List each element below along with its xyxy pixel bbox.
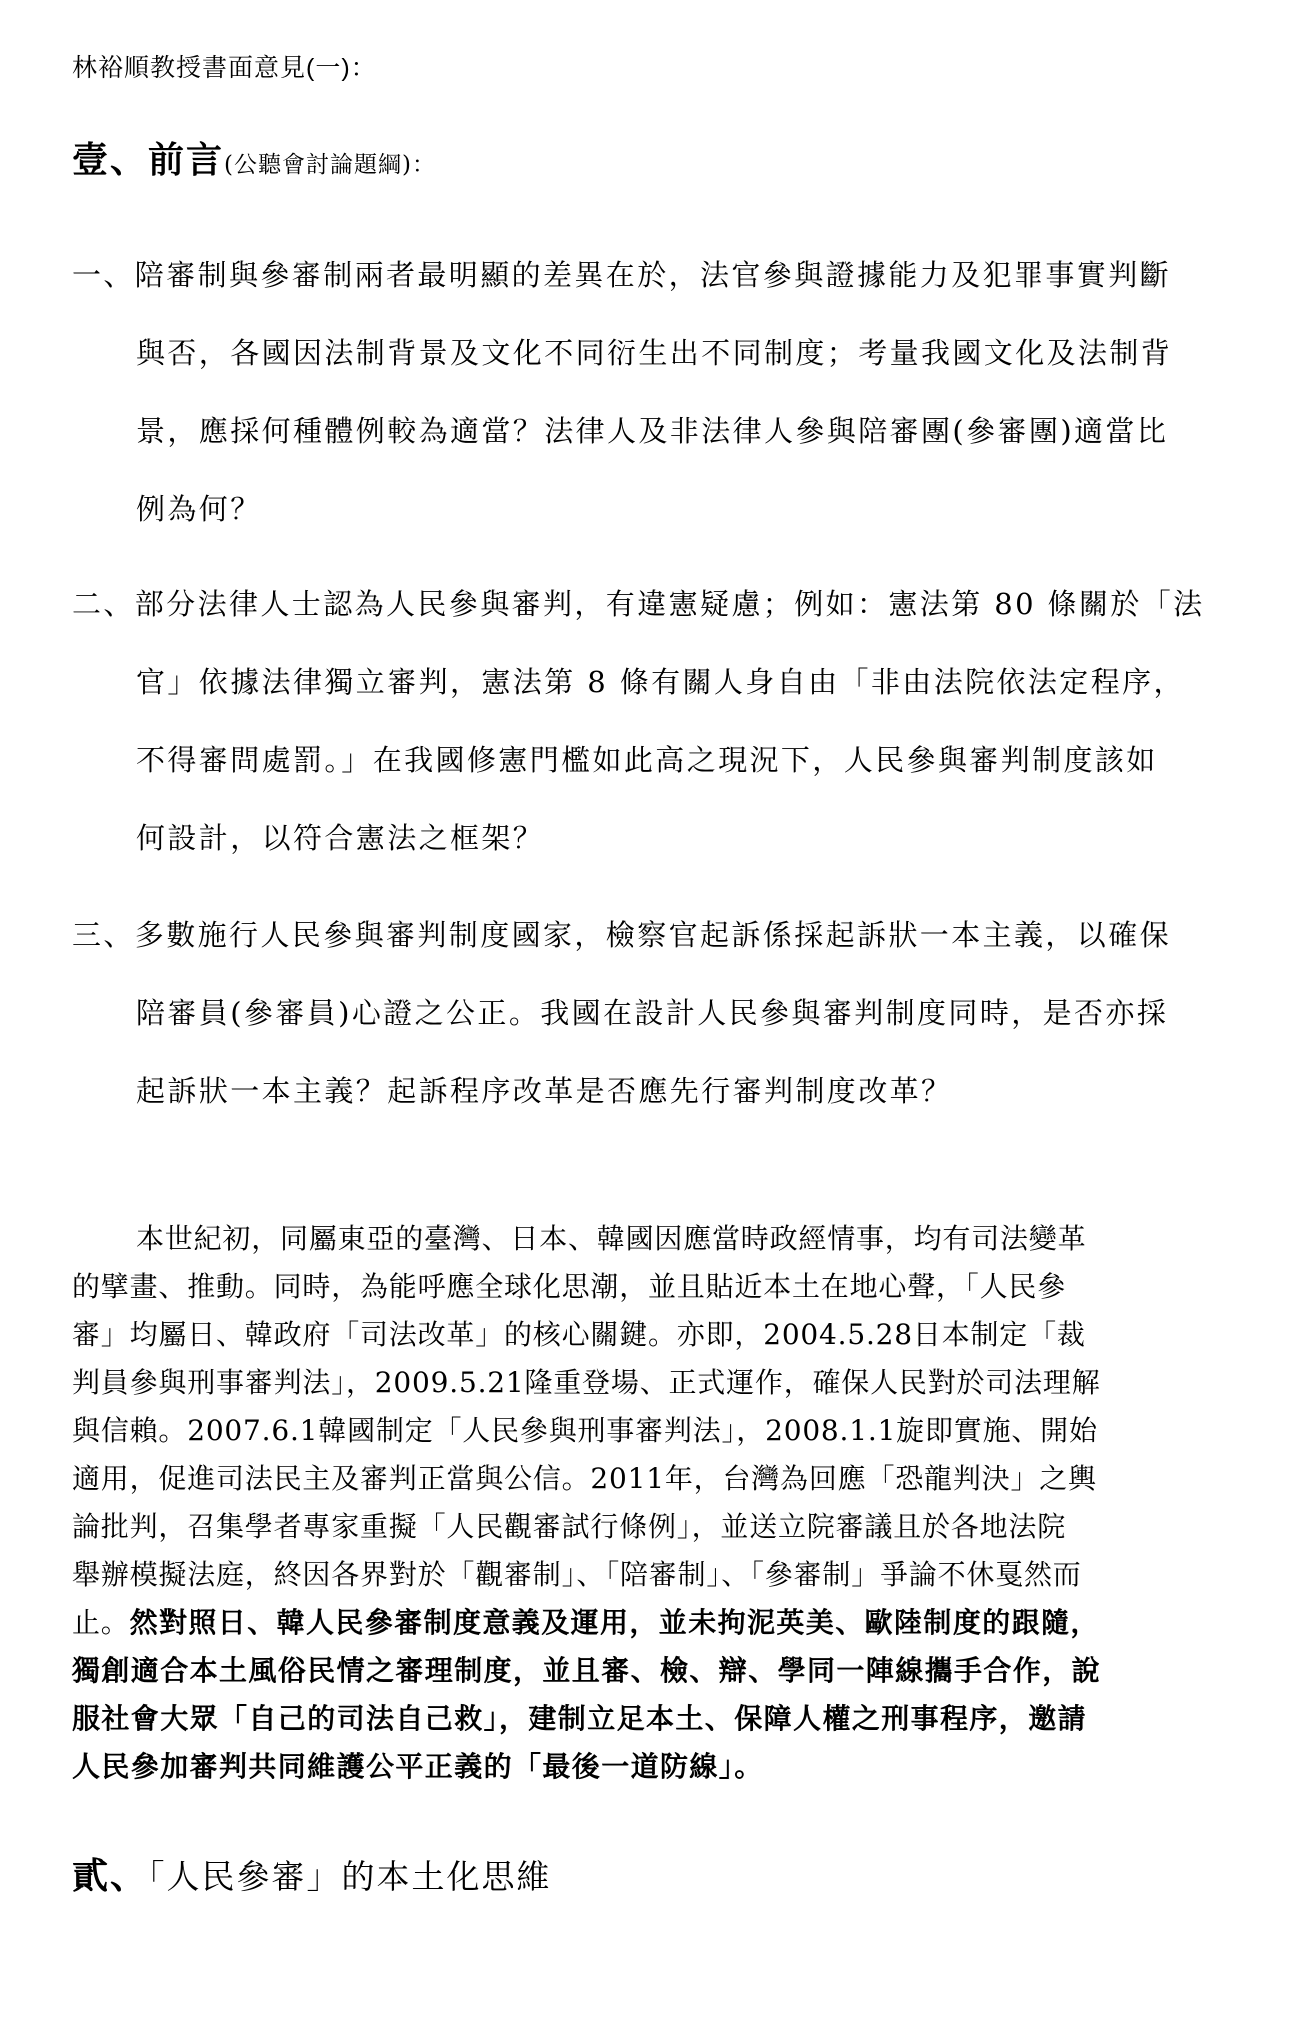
- section-2-number: 貳、: [72, 1855, 149, 1897]
- question-line: 一、陪審制與參審制兩者最明顯的差異在於，法官參與證據能力及犯罪事實判斷: [72, 258, 1172, 292]
- paragraph-text: 止。: [72, 1606, 130, 1639]
- section-1-subtitle: (公聽會討論題綱)：: [224, 152, 436, 178]
- paragraph-line: 論批判，召集學者專家重擬「人民觀審試行條例」，並送立院審議且於各地法院: [72, 1510, 1067, 1543]
- paragraph-line: 的擘畫、推動。同時，為能呼應全球化思潮，並且貼近本土在地心聲，「人民參: [72, 1270, 1067, 1303]
- question-line: 何設計，以符合憲法之框架？: [136, 821, 545, 855]
- paragraph-line: 審」均屬日、韓政府「司法改革」的核心關鍵。亦即，2004.5.28日本制定「裁: [72, 1318, 1086, 1351]
- paragraph-line: 適用，促進司法民主及審判正當與公信。2011年，台灣為回應「恐龍判決」之輿: [72, 1462, 1097, 1495]
- section-2-title: 「人民參審」的本土化思維: [148, 1857, 552, 1896]
- discussion-question-3: [72, 896, 1212, 1130]
- question-line: 三、多數施行人民參與審判制度國家，檢察官起訴係採起訴狀一本主義，以確保: [72, 918, 1172, 952]
- question-line: 陪審員(參審員)心證之公正。我國在設計人民參與審判制度同時，是否亦採: [136, 996, 1169, 1030]
- paragraph-line: 本世紀初，同屬東亞的臺灣、日本、韓國因應當時政經情事，均有司法變革: [136, 1222, 1087, 1255]
- section-2-heading: [72, 1848, 552, 1899]
- paragraph-line-mixed: [72, 1599, 1212, 1647]
- question-line: 不得審問處罰。」在我國修憲門檻如此高之現況下，人民參與審判制度該如: [136, 743, 1158, 777]
- emphasized-line: 人民參加審判共同維護公平正義的「最後一道防線」。: [72, 1750, 764, 1783]
- section-1-title: 壹、前言: [72, 139, 225, 181]
- question-line: 與否，各國因法制背景及文化不同衍生出不同制度；考量我國文化及法制背: [136, 336, 1173, 370]
- paragraph-line: 判員參與刑事審判法」，2009.5.21隆重登場、正式運作，確保人民對於司法理解: [72, 1366, 1101, 1399]
- question-line: 景，應採何種體例較為適當？法律人及非法律人參與陪審團(參審團)適當比: [136, 414, 1169, 448]
- emphasized-line: 服社會大眾「自己的司法自己救」，建制立足本土、保障人權之刑事程序，邀請: [72, 1702, 1088, 1735]
- document-title: 林裕順教授書面意見(一)：: [72, 54, 377, 82]
- paragraph-line: 與信賴。2007.6.1韓國制定「人民參與刑事審判法」，2008.1.1旋即實施、開始: [72, 1414, 1098, 1447]
- discussion-question-2: [72, 565, 1212, 877]
- question-line: 官」依據法律獨立審判，憲法第 8 條有關人身自由「非由法院依法定程序，: [136, 665, 1185, 699]
- emphasized-text: 然對照日、韓人民參審制度意義及運用，並未拘泥英美、歐陸制度的跟隨，: [129, 1606, 1100, 1639]
- discussion-question-1: [72, 236, 1212, 548]
- body-paragraph: [72, 1215, 1212, 1791]
- question-line: 二、部分法律人士認為人民參與審判，有違憲疑慮；例如：憲法第 80 條關於「法: [72, 587, 1205, 621]
- question-line: 起訴狀一本主義？起訴程序改革是否應先行審判制度改革？: [136, 1074, 953, 1108]
- emphasized-line: 獨創適合本土風俗民情之審理制度，並且審、檢、辯、學同一陣線攜手合作，說: [72, 1654, 1102, 1687]
- section-1-heading: [72, 132, 436, 183]
- paragraph-line: 舉辦模擬法庭，終因各界對於「觀審制」、「陪審制」、「參審制」爭論不休戛然而: [72, 1558, 1082, 1591]
- question-line: 例為何？: [136, 492, 262, 526]
